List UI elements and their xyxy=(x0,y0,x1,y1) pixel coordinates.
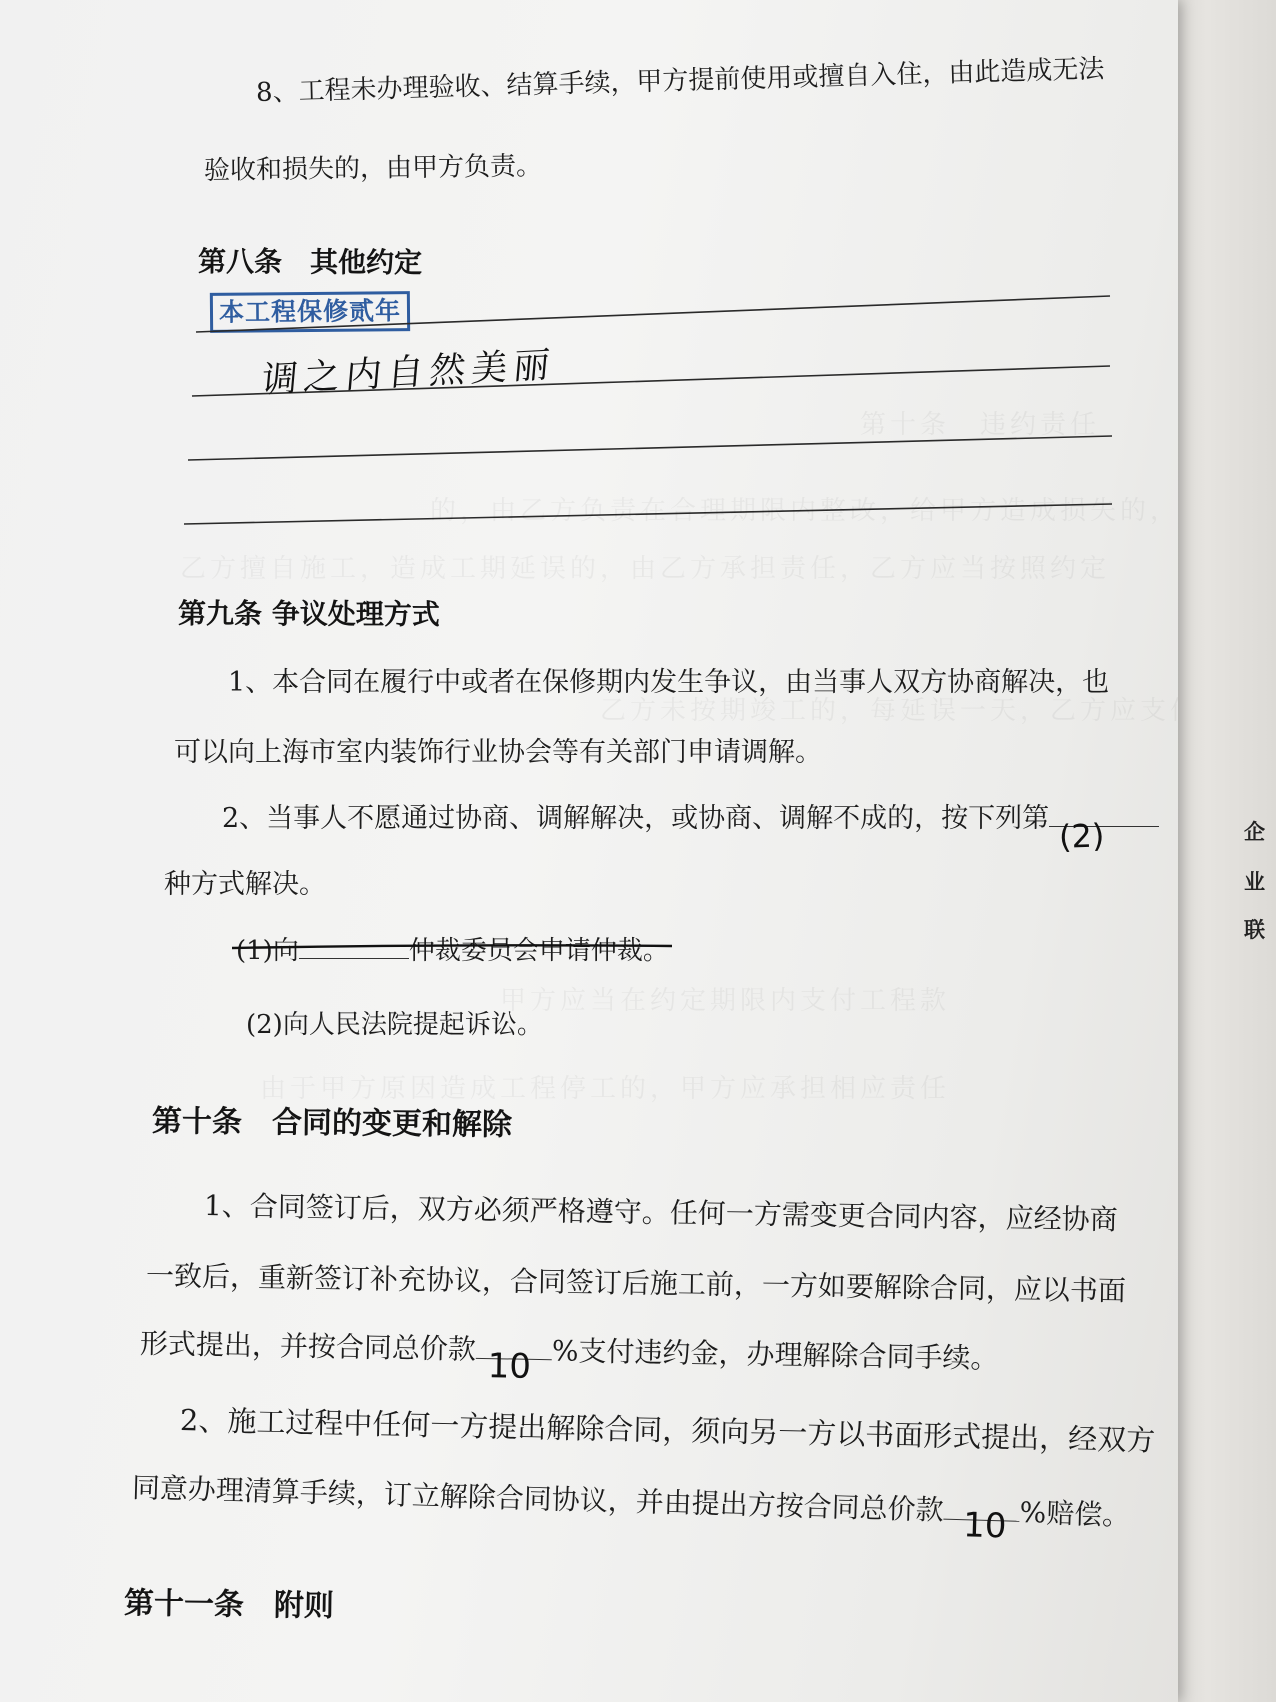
penalty-text-prefix: 形式提出，并按合同总价款 xyxy=(139,1327,477,1366)
arbitration-blank xyxy=(299,958,409,959)
article-10-para-2-line-1: 2、施工过程中任何一方提出解除合同，须向另一方以书面形式提出，经双方 xyxy=(179,1403,1156,1458)
penalty-text-suffix: %支付违约金，办理解除合同手续。 xyxy=(551,1334,999,1375)
clause-7-item-8-line-2: 验收和损失的，由甲方负责。 xyxy=(203,151,543,186)
penalty-percent: 10 xyxy=(487,1346,532,1387)
blue-stamp: 本工程保修贰年 xyxy=(210,291,410,333)
article-9-para-1-line-2: 可以向上海市室内装饰行业协会等有关部门申请调解。 xyxy=(174,737,822,768)
article-10-para-1-line-3 xyxy=(139,1322,999,1387)
clause-7-item-8-line-1: 8、工程未办理验收、结算手续，甲方提前使用或擅自入住，由此造成无法 xyxy=(255,54,1105,108)
article-10-heading: 第十条 合同的变更和解除 xyxy=(151,1104,513,1143)
side-tab-char: 联 xyxy=(1244,918,1265,942)
compensation-percent: 10 xyxy=(962,1505,1008,1547)
option-1-suffix: 仲裁委员会申请仲裁。 xyxy=(408,936,669,966)
compensation-text-prefix: 同意办理清算手续，订立解除合同协议，并由提出方按合同总价款 xyxy=(131,1471,945,1527)
article-9-option-2: (2)向人民法院提起诉讼。 xyxy=(246,1010,543,1040)
compensation-blank xyxy=(943,1505,1019,1547)
side-tab-char: 企 xyxy=(1244,820,1265,844)
article-10-para-1-line-2: 一致后，重新签订补充协议，合同签订后施工前，一方如要解除合同，应以书面 xyxy=(145,1259,1127,1308)
article-8-heading: 第八条 其他约定 xyxy=(197,245,423,280)
dispute-method-choice: (2) xyxy=(1058,816,1106,856)
article-9-heading: 第九条 争议处理方式 xyxy=(177,597,440,631)
article-9-para-1-line-1: 1、本合同在履行中或者在保修期内发生争议，由当事人双方协商解决，也 xyxy=(228,667,1110,698)
penalty-blank xyxy=(476,1346,552,1387)
dispute-method-blank xyxy=(1049,816,1159,856)
article-9-para-2-prefix: 2、当事人不愿通过协商、调解解决，或协商、调解不成的，按下列第 xyxy=(222,803,1050,834)
article-10-para-2-line-2 xyxy=(131,1466,1131,1547)
article-11-heading: 第十一条 附则 xyxy=(123,1586,335,1624)
article-9-para-2-line-1 xyxy=(222,796,1159,856)
compensation-text-suffix: %赔偿。 xyxy=(1019,1495,1131,1532)
side-tab-char: 业 xyxy=(1244,870,1265,894)
article-9-para-2-line-2: 种方式解决。 xyxy=(164,869,326,900)
article-10-para-1-line-1: 1、合同签订后，双方必须严格遵守。任何一方需变更合同内容，应经协商 xyxy=(203,1189,1118,1237)
handwritten-note: 调之内自然美丽 xyxy=(259,344,558,402)
option-1-prefix: (1)向 xyxy=(236,936,299,966)
strikethrough-line xyxy=(232,944,672,950)
